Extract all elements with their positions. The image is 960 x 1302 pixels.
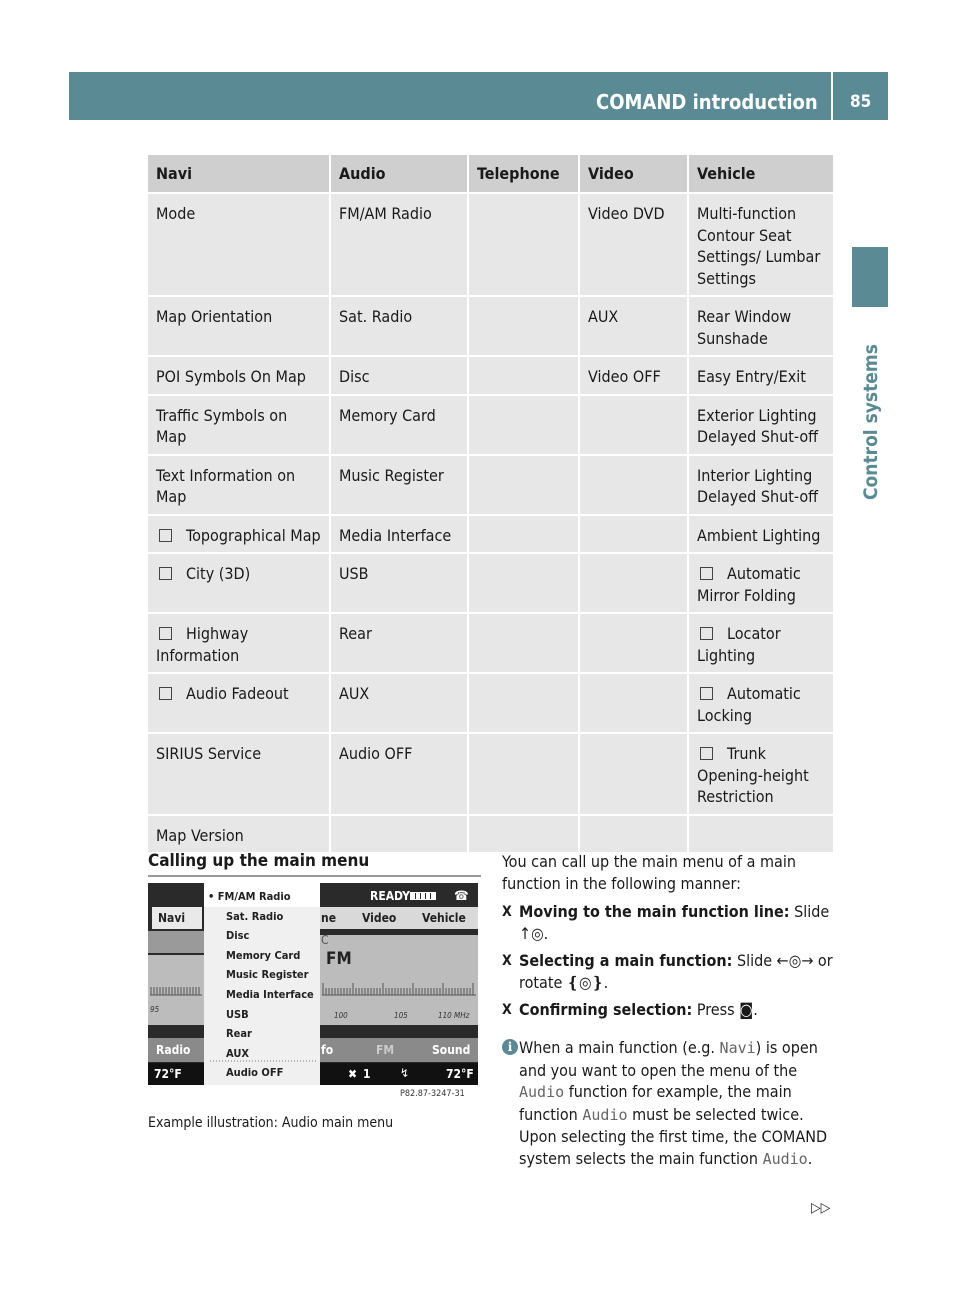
info-text-part: function for example, the main function (519, 1082, 792, 1124)
signal-bars-icon (410, 892, 436, 900)
table-row (148, 515, 833, 554)
info-note (502, 1037, 834, 1170)
step-label: Selecting a main function: (519, 951, 733, 970)
table-cell (579, 733, 688, 815)
menu-item-list (208, 887, 320, 1083)
cell-text: Traffic Symbols on Map (156, 405, 288, 446)
cell-text: SIRIUS Service (156, 744, 262, 763)
step-action: Slide (736, 951, 777, 970)
step-text (519, 901, 834, 945)
instruction-step (502, 901, 834, 945)
screen-menu-item (208, 907, 320, 927)
table-cell (688, 395, 833, 455)
code-audio: Audio (519, 1083, 565, 1101)
selected-bullet-icon: • (208, 890, 218, 903)
section-title: Calling up the main menu (148, 851, 370, 871)
cell-text: Ambient Lighting (697, 525, 821, 545)
screen-menu-item (208, 1044, 320, 1064)
column-header: Audio (330, 155, 468, 193)
table-cell (688, 673, 833, 733)
tab-vehicle: Vehicle (422, 911, 466, 925)
table-cell (688, 455, 833, 515)
checkbox-icon (159, 567, 172, 580)
table-cell (468, 553, 579, 613)
controller-icon: ↑◎ (519, 924, 544, 943)
table-row (148, 673, 833, 733)
screen-menu-label: Rear (226, 1027, 252, 1041)
cell-text: Map Version (156, 825, 244, 845)
info-text-part: must be selected twice. Upon selecting the first time, the COMAND system selects the main function (519, 1104, 828, 1168)
checkbox-icon (700, 567, 713, 580)
checkbox-icon (159, 529, 172, 542)
cell-text: USB (339, 564, 369, 583)
table-cell (688, 815, 833, 854)
table-cell (468, 193, 579, 296)
screen-menu-label: Sat. Radio (226, 909, 284, 923)
column-header: Video (579, 155, 688, 193)
cell-text: Easy Entry/Exit (697, 367, 806, 386)
checkbox-icon (700, 747, 713, 760)
table-row (148, 395, 833, 455)
code-audio: Audio (582, 1105, 628, 1124)
figure-caption: Example illustration: Audio main menu (148, 1115, 394, 1131)
table-cell (579, 553, 688, 613)
info-text (519, 1037, 834, 1170)
cell-text: POI Symbols On Map (156, 367, 306, 386)
column-header: Navi (148, 155, 330, 193)
screen-menu-item (208, 926, 320, 946)
screen-menu-item (208, 985, 320, 1005)
table-cell (468, 455, 579, 515)
step-text (519, 999, 834, 1021)
screen-menu-item (208, 1005, 320, 1025)
step-end: . (753, 1000, 758, 1019)
cell-text: Exterior Lighting Delayed Shut-off (697, 405, 819, 446)
step-marker-icon: X (502, 953, 512, 969)
phone-icon: ☎ (454, 889, 469, 904)
table-row (148, 613, 833, 673)
cell-text: AUX (588, 307, 619, 326)
screen-menu-item (208, 965, 320, 985)
step-action: Press (696, 1000, 740, 1019)
screen-menu-item (208, 887, 320, 907)
scale-label-100: 100 (334, 1011, 348, 1020)
table-cell (579, 356, 688, 395)
page-number: 85 (850, 92, 872, 112)
checkbox-icon (159, 627, 172, 640)
table-cell (579, 515, 688, 554)
function-menu-table (148, 155, 833, 854)
table-cell (468, 515, 579, 554)
tab-video: Video (362, 911, 397, 925)
table-cell (148, 356, 330, 395)
table-header-row (148, 155, 833, 193)
temp-right: 72°F (446, 1067, 474, 1081)
step-marker-icon: X (502, 1002, 512, 1018)
table-cell (468, 356, 579, 395)
band-c-label: C (321, 933, 329, 947)
table-cell (468, 815, 579, 854)
table-cell (148, 673, 330, 733)
table-row (148, 815, 833, 854)
instruction-step (502, 999, 834, 1021)
step-end: . (543, 924, 549, 943)
table-cell (330, 733, 468, 815)
temp-left: 72°F (154, 1067, 182, 1081)
table-cell (148, 455, 330, 515)
table-row (148, 553, 833, 613)
cell-text: Media Interface (339, 525, 452, 545)
info-icon: i (502, 1039, 518, 1055)
cell-text: Music Register (339, 465, 444, 485)
header-divider (831, 72, 833, 120)
code-navi: Navi (719, 1039, 756, 1057)
table-row (148, 193, 833, 296)
table-cell (330, 515, 468, 554)
step-label: Confirming selection: (519, 1000, 693, 1019)
table-cell (330, 613, 468, 673)
seat-icon: ↯ (400, 1066, 410, 1080)
info-text-part: When a main function (e.g. (519, 1038, 720, 1057)
table-cell (688, 613, 833, 673)
checkbox-icon (700, 687, 713, 700)
cell-text: Video DVD (588, 204, 665, 223)
cell-text: Memory Card (339, 405, 436, 425)
bottom-fm: FM (376, 1043, 395, 1057)
table-cell (330, 395, 468, 455)
table-cell (468, 395, 579, 455)
table-cell (468, 733, 579, 815)
cell-text: Audio Fadeout (186, 684, 289, 703)
screen-menu-label: Audio OFF (226, 1066, 284, 1080)
cell-text: Automatic Locking (697, 684, 801, 725)
table-cell (148, 515, 330, 554)
table-cell (579, 815, 688, 854)
table-row (148, 356, 833, 395)
cell-text: FM/AM Radio (339, 204, 432, 223)
illustration-ref-code: P82.87-3247-31 (400, 1089, 465, 1099)
cell-text: AUX (339, 684, 370, 703)
table-cell (688, 733, 833, 815)
table-cell (468, 296, 579, 356)
table-cell (579, 613, 688, 673)
intro-paragraph: You can call up the main menu of a main function in the following manner: (502, 852, 796, 893)
screen-menu-label: AUX (226, 1046, 249, 1060)
cell-text: Locator Lighting (697, 624, 781, 665)
table-cell (330, 193, 468, 296)
table-cell (330, 455, 468, 515)
table-cell (148, 553, 330, 613)
table-cell (688, 515, 833, 554)
comand-screen-illustration (148, 883, 478, 1085)
table-cell (330, 356, 468, 395)
screen-status: READY (370, 889, 410, 903)
table-cell (468, 673, 579, 733)
side-tab-label: Control systems (860, 344, 882, 500)
table-cell (688, 553, 833, 613)
table-row (148, 733, 833, 815)
cell-text: Disc (339, 367, 370, 386)
table-cell (468, 613, 579, 673)
tab-telephone-partial: ne (321, 911, 337, 925)
screen-menu-label: Disc (226, 929, 250, 943)
column-header: Telephone (468, 155, 579, 193)
cell-text: Interior Lighting Delayed Shut-off (697, 465, 819, 506)
screen-menu-label: Memory Card (226, 948, 301, 962)
continue-icon: ▷▷ (811, 1200, 831, 1216)
side-tab-marker (852, 247, 888, 307)
table-cell (148, 733, 330, 815)
cell-text: Rear Window Sunshade (697, 307, 792, 348)
band-label: FM (326, 949, 352, 969)
table-cell (148, 613, 330, 673)
cell-text: Multi-function Contour Seat Settings/ Lumbar Settings (697, 204, 821, 288)
table-cell (148, 193, 330, 296)
cell-text: Mode (156, 204, 196, 223)
screen-menu-label: USB (226, 1007, 249, 1021)
cell-text: Text Information on Map (156, 465, 296, 506)
instruction-step (502, 950, 834, 994)
cell-text: Rear (339, 624, 372, 643)
table-cell (148, 395, 330, 455)
table-cell (330, 815, 468, 854)
screen-menu-label: FM/AM Radio (217, 890, 291, 903)
code-audio: Audio (762, 1149, 808, 1168)
table-cell (148, 296, 330, 356)
fan-icon: ✖ (348, 1067, 358, 1081)
checkbox-icon (700, 627, 713, 640)
table-cell (579, 395, 688, 455)
section-rule (148, 875, 481, 877)
column-header: Vehicle (688, 155, 833, 193)
step-action: Slide (794, 902, 830, 921)
screen-menu-label: Media Interface (226, 987, 314, 1001)
controller-rotate-icon: ❴◎❵ (566, 973, 604, 992)
step-label: Moving to the main function line: (519, 902, 790, 921)
screen-menu-item (208, 946, 320, 966)
cell-text: Sat. Radio (339, 307, 413, 326)
table-cell (579, 193, 688, 296)
step-marker-icon: X (502, 904, 512, 920)
info-text-part: . (807, 1148, 813, 1168)
tab-navi: Navi (158, 911, 186, 925)
table-cell (579, 455, 688, 515)
table-row (148, 455, 833, 515)
cell-text: Audio OFF (339, 744, 413, 763)
cell-text: Video OFF (588, 367, 661, 386)
table-cell (688, 356, 833, 395)
bottom-info-partial: fo (321, 1043, 334, 1057)
table-cell (688, 193, 833, 296)
preset-number: 1 (363, 1067, 371, 1081)
step-end: . (603, 973, 609, 992)
page-header-title: COMAND introduction (596, 90, 818, 114)
screen-menu-item (208, 1063, 320, 1083)
scale-label-110: 110 MHz (438, 1011, 470, 1020)
controller-icon: ◙ (739, 1000, 754, 1019)
table-cell (330, 553, 468, 613)
scale-label-105: 105 (394, 1011, 408, 1020)
side-tab (856, 322, 886, 502)
info-text-part: ) is open and you want to open the menu of the (519, 1038, 818, 1080)
step-text (519, 950, 834, 994)
cell-text: Map Orientation (156, 307, 273, 326)
step-action: or rotate (519, 951, 833, 992)
tab-radio: Radio (156, 1043, 191, 1057)
scale-label-95: 95 (150, 1005, 160, 1014)
table-cell (330, 296, 468, 356)
bottom-sound: Sound (432, 1043, 471, 1057)
cell-text: Highway Information (156, 624, 249, 665)
screen-menu-label: Music Register (226, 968, 309, 982)
cell-text: Trunk Opening-height Restriction (697, 744, 809, 806)
table-cell (579, 296, 688, 356)
table-cell (688, 296, 833, 356)
checkbox-icon (159, 687, 172, 700)
cell-text: Automatic Mirror Folding (697, 564, 801, 605)
screen-menu-item (208, 1024, 320, 1044)
table-row (148, 296, 833, 356)
table-cell (579, 673, 688, 733)
controller-icon: ←◎→ (776, 951, 814, 970)
table-cell (330, 673, 468, 733)
table-cell (148, 815, 330, 854)
cell-text: City (3D) (186, 564, 251, 583)
cell-text: Topographical Map (186, 525, 321, 545)
